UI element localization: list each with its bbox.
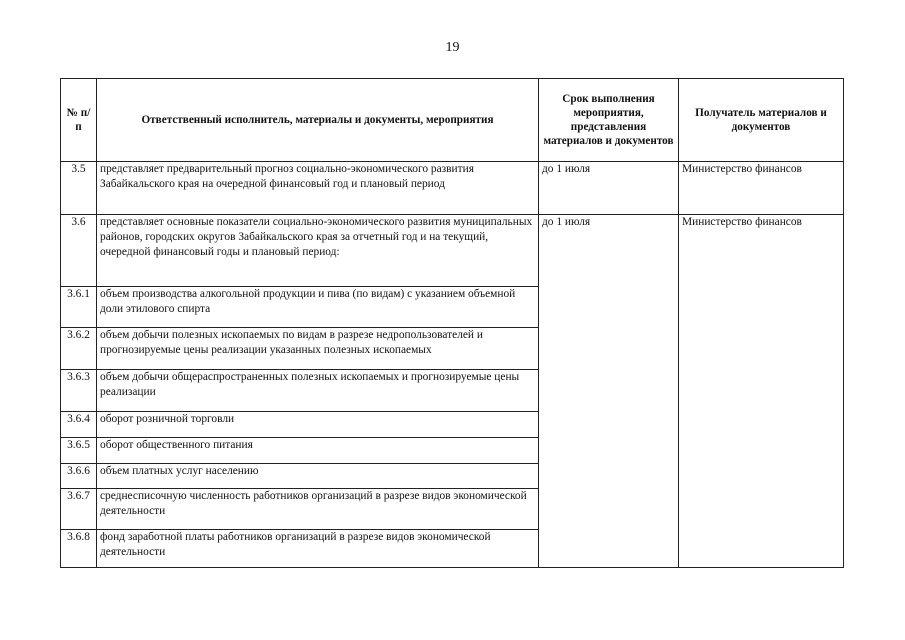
- row-text: оборот общественного питания: [97, 438, 539, 464]
- table-row: [61, 215, 844, 287]
- row-number: 3.5: [61, 162, 97, 215]
- row-number: 3.6.1: [61, 287, 97, 328]
- table-row: [61, 162, 844, 215]
- row-number: 3.6.3: [61, 370, 97, 412]
- row-number: 3.6.8: [61, 530, 97, 568]
- row-term: до 1 июля: [539, 162, 679, 215]
- row-number: 3.6.5: [61, 438, 97, 464]
- header-term: Срок выполнения мероприятия, представления материалов и документов: [539, 79, 679, 162]
- table-header-row: [61, 79, 844, 162]
- header-recipient: Получатель материалов и документов: [679, 79, 844, 162]
- row-number: 3.6.4: [61, 412, 97, 438]
- row-text: объем добычи общераспространенных полезных ископаемых и прогнозируемые цены реализации: [97, 370, 539, 412]
- row-text: оборот розничной торговли: [97, 412, 539, 438]
- row-text: фонд заработной платы работников организаций в разрезе видов экономической деятельности: [97, 530, 539, 568]
- row-text: объем платных услуг населению: [97, 464, 539, 489]
- row-number: 3.6.6: [61, 464, 97, 489]
- row-recipient: Министерство финансов: [679, 162, 844, 215]
- row-text: объем производства алкогольной продукции и пива (по видам) с указанием объемной доли этилового спирта: [97, 287, 539, 328]
- row-number: 3.6.2: [61, 328, 97, 370]
- header-description: Ответственный исполнитель, материалы и документы, мероприятия: [97, 79, 539, 162]
- page-number: 19: [445, 40, 460, 55]
- row-text: представляет основные показатели социально-экономического развития муниципальных районов, городских округов Забайкальского края за отчетный год и на текущий, очередной финансовый годы и плановый период:: [97, 215, 539, 287]
- header-number: № п/п: [61, 79, 97, 162]
- row-number: 3.6.7: [61, 489, 97, 530]
- row-term: до 1 июля: [539, 215, 679, 568]
- row-recipient: Министерство финансов: [679, 215, 844, 568]
- row-text: среднесписочную численность работников организаций в разрезе видов экономической деятельности: [97, 489, 539, 530]
- row-text: представляет предварительный прогноз социально-экономического развития Забайкальского края на очередной финансовый год и плановый период: [97, 162, 539, 215]
- row-number: 3.6: [61, 215, 97, 287]
- measures-table: [60, 78, 844, 568]
- row-text: объем добычи полезных ископаемых по видам в разрезе недропользователей и прогнозируемые цены реализации указанных полезных ископаемых: [97, 328, 539, 370]
